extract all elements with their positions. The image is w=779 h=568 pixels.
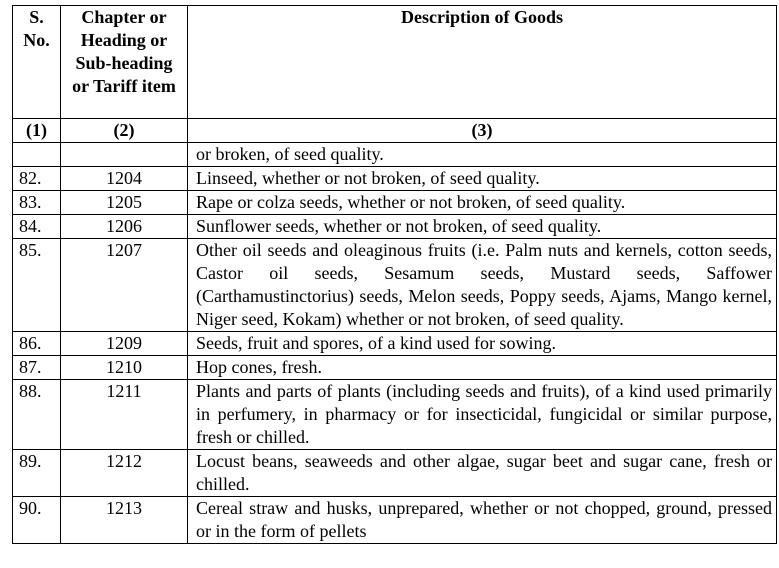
header-sno: S. No. xyxy=(13,6,61,119)
table-row xyxy=(13,380,777,450)
serial-number: 87. xyxy=(13,356,61,380)
serial-number: 89. xyxy=(13,450,61,497)
column-number-3: (3) xyxy=(188,119,777,143)
header-description: Description of Goods xyxy=(188,6,777,119)
serial-number: 84. xyxy=(13,215,61,239)
tariff-code: 1207 xyxy=(61,239,188,332)
column-number-1: (1) xyxy=(13,119,61,143)
serial-number: 90. xyxy=(13,497,61,544)
column-number-2: (2) xyxy=(61,119,188,143)
tariff-code xyxy=(61,143,188,167)
column-number-row xyxy=(13,119,777,143)
serial-number: 82. xyxy=(13,167,61,191)
serial-number: 88. xyxy=(13,380,61,450)
header-row xyxy=(13,6,777,119)
tariff-code: 1204 xyxy=(61,167,188,191)
table-row xyxy=(13,332,777,356)
description: Sunflower seeds, whether or not broken, of seed quality. xyxy=(188,215,777,239)
description: or broken, of seed quality. xyxy=(188,143,777,167)
tariff-code: 1212 xyxy=(61,450,188,497)
tariff-code: 1210 xyxy=(61,356,188,380)
tariff-code: 1206 xyxy=(61,215,188,239)
description: Cereal straw and husks, unprepared, whether or not chopped, ground, pressed or in the form of pellets xyxy=(188,497,777,544)
serial-number xyxy=(13,143,61,167)
description: Plants and parts of plants (including seeds and fruits), of a kind used primarily in perfumery, in pharmacy or for insecticidal, fungicidal or similar purpose, fresh or chilled. xyxy=(188,380,777,450)
description: Other oil seeds and oleaginous fruits (i.e. Palm nuts and kernels, cotton seeds, Castor oil seeds, Sesamum seeds, Mustard seeds, Saffower (Carthamustinctorius) seeds, Melon seeds, Poppy seeds, Ajams, Mango kernel, Niger seed, Kokam) whether or not broken, of seed quality. xyxy=(188,239,777,332)
description: Linseed, whether or not broken, of seed quality. xyxy=(188,167,777,191)
serial-number: 83. xyxy=(13,191,61,215)
description: Hop cones, fresh. xyxy=(188,356,777,380)
tariff-code: 1213 xyxy=(61,497,188,544)
tariff-code: 1209 xyxy=(61,332,188,356)
serial-number: 85. xyxy=(13,239,61,332)
header-code: Chapter or Heading or Sub-heading or Tariff item xyxy=(61,6,188,119)
table-row xyxy=(13,167,777,191)
table-row xyxy=(13,497,777,544)
table-row xyxy=(13,215,777,239)
table-row xyxy=(13,450,777,497)
description: Rape or colza seeds, whether or not broken, of seed quality. xyxy=(188,191,777,215)
table-row xyxy=(13,356,777,380)
description: Seeds, fruit and spores, of a kind used for sowing. xyxy=(188,332,777,356)
serial-number: 86. xyxy=(13,332,61,356)
description: Locust beans, seaweeds and other algae, sugar beet and sugar cane, fresh or chilled. xyxy=(188,450,777,497)
table-row xyxy=(13,143,777,167)
table-row xyxy=(13,191,777,215)
table-row xyxy=(13,239,777,332)
tariff-code: 1211 xyxy=(61,380,188,450)
tariff-code: 1205 xyxy=(61,191,188,215)
goods-table xyxy=(12,5,777,544)
